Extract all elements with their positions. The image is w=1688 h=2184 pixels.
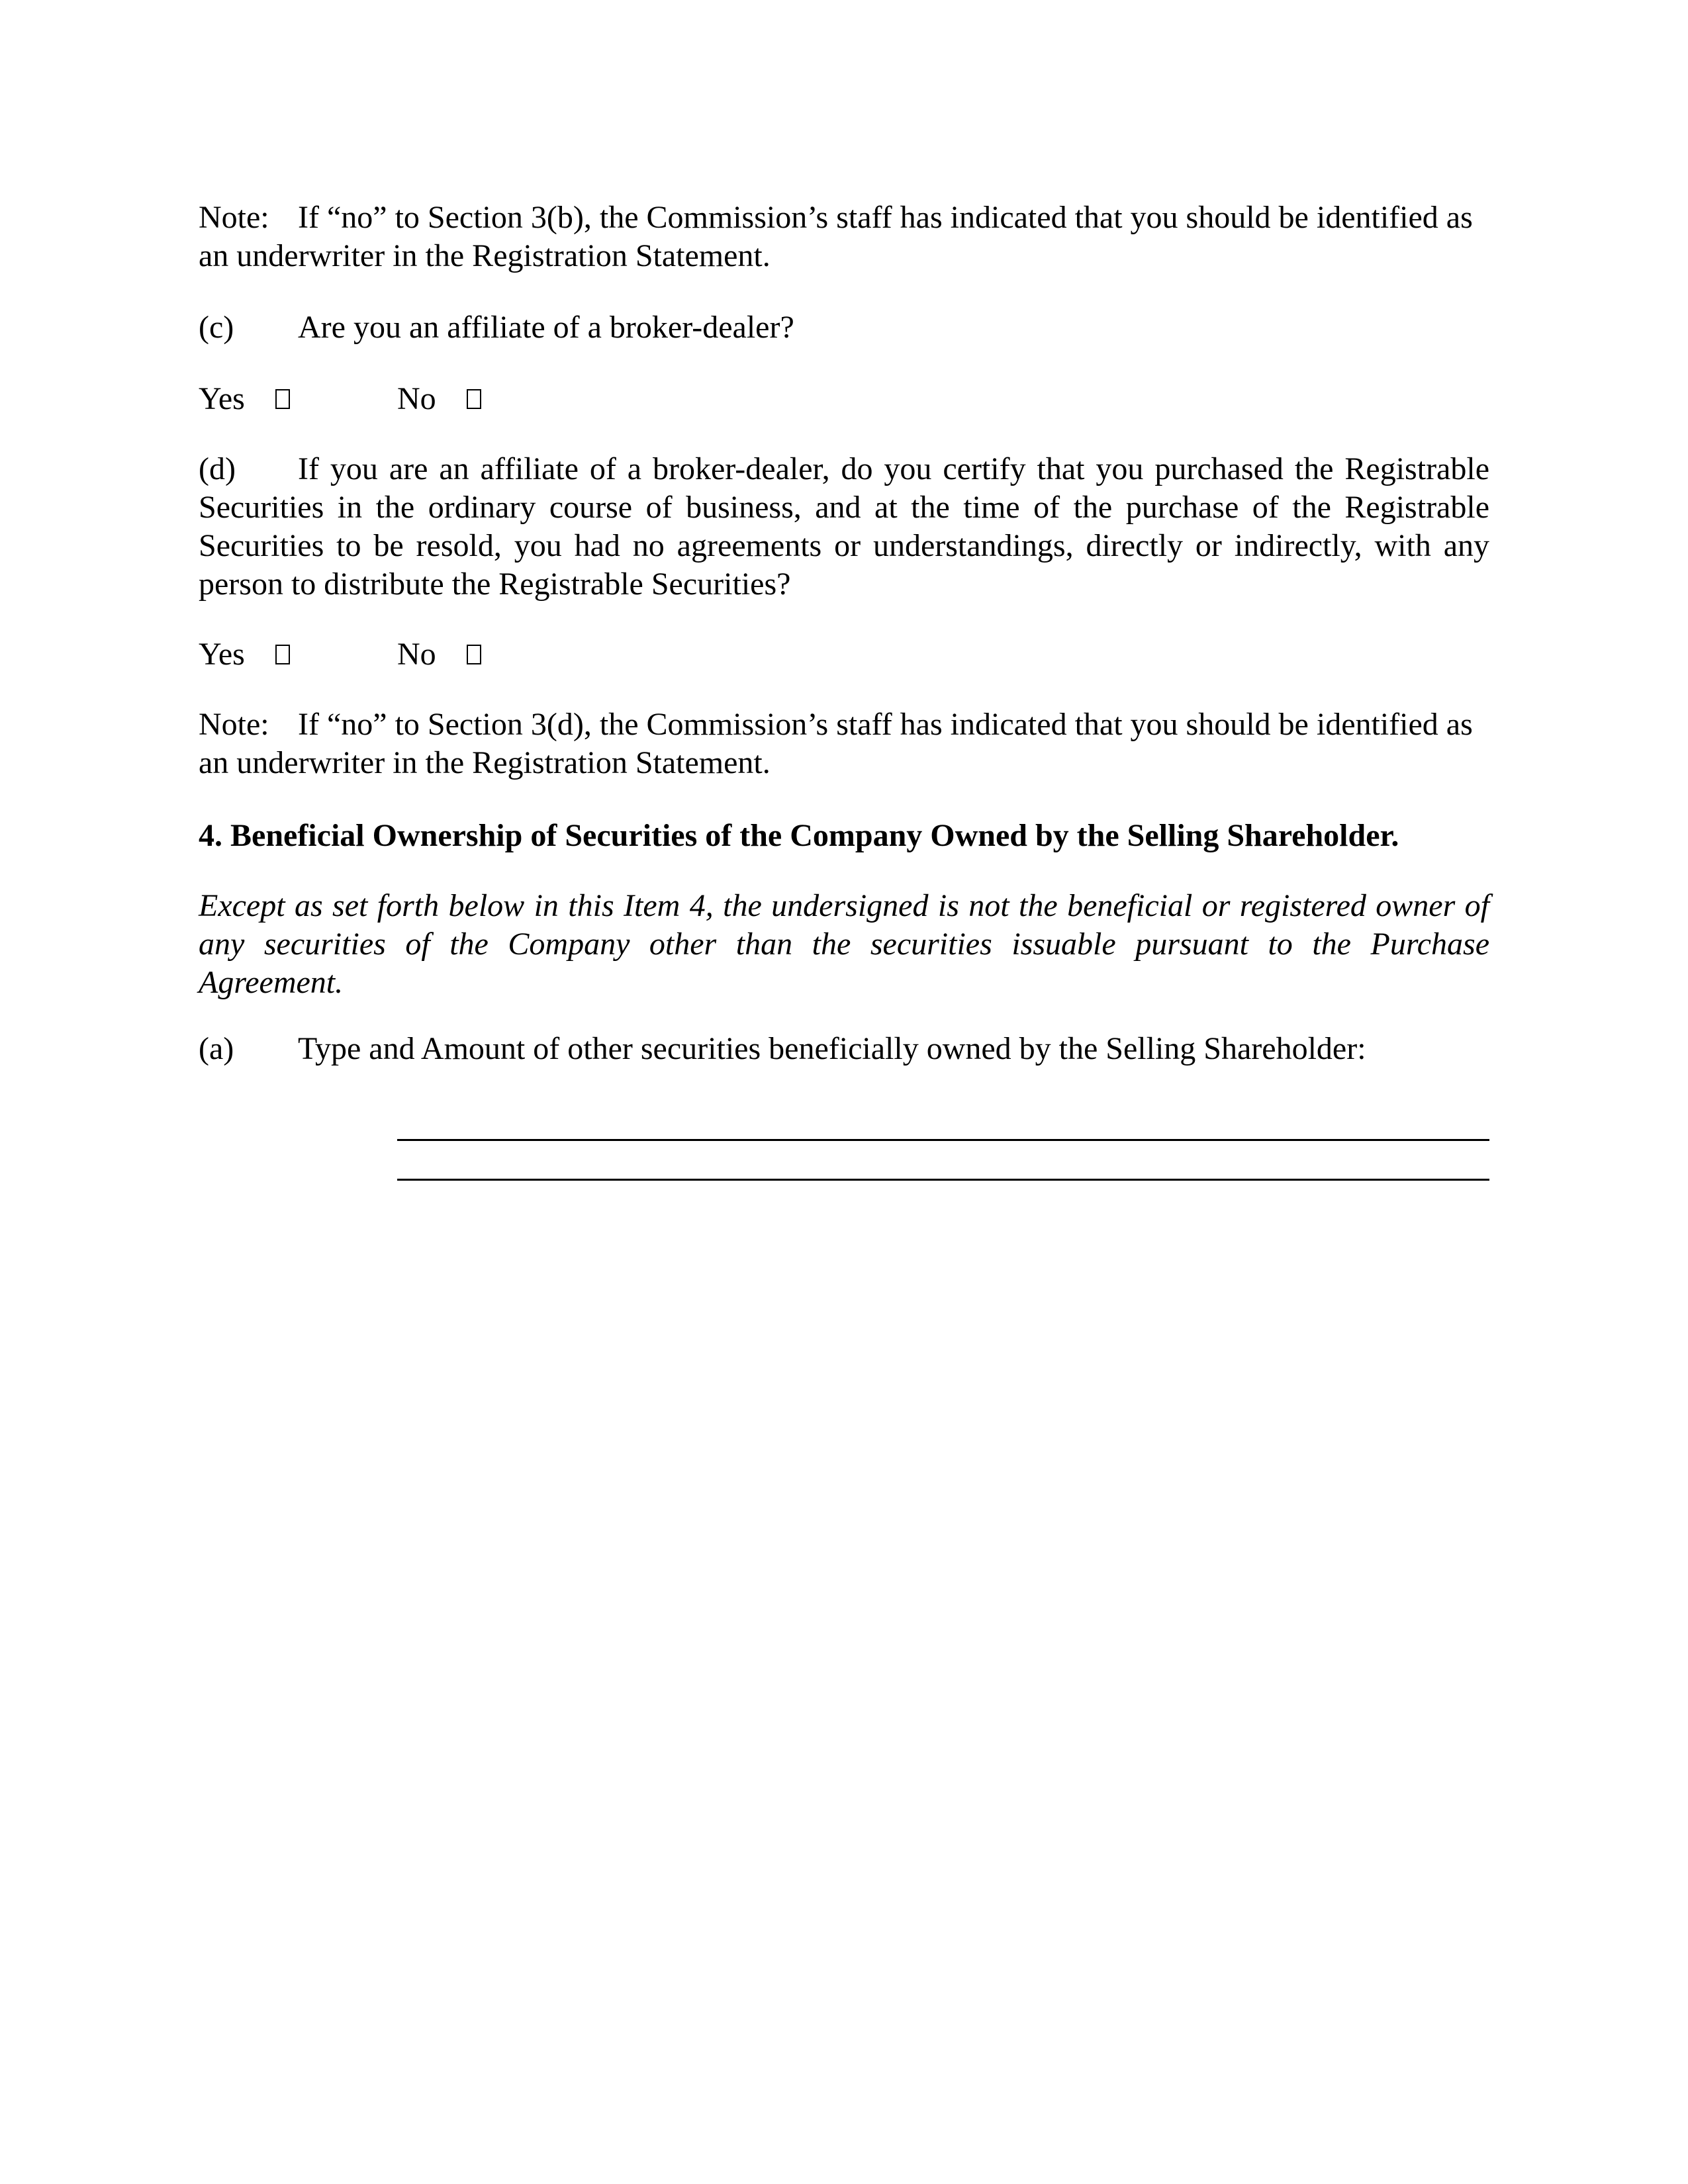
question-3c-yes-option[interactable] <box>199 380 290 418</box>
question-3d-yes-label: Yes <box>199 637 245 672</box>
question-3d-yes-option[interactable] <box>199 635 290 674</box>
question-3c-no-label: No <box>397 381 436 416</box>
question-3d <box>199 450 1489 604</box>
question-3c-label: (c) <box>199 310 234 345</box>
note-3b-label: Note: <box>199 200 269 235</box>
question-3d-text: If you are an affiliate of a broker-dealer, do you certify that you purchased the Registrable Securities in the ordinary course of business, and at the time of the purchase of the Registrable Securities to be resold, you had no agreements or understandings, directly or indirectly, with any person to distribute the Registrable Securities? <box>199 451 1489 602</box>
question-3d-no-option[interactable] <box>397 635 481 674</box>
section-4-item-a-label: (a) <box>199 1031 234 1066</box>
question-3d-no-label: No <box>397 637 436 672</box>
question-3c-yes-checkbox[interactable] <box>275 389 290 409</box>
note-3d-text: If “no” to Section 3(d), the Commission’s staff has indicated that you should be identified as an underwriter in the Registration Statement. <box>199 707 1473 780</box>
question-3c-no-option[interactable] <box>397 380 481 418</box>
question-3d-label: (d) <box>199 451 236 486</box>
question-3c-text: Are you an affiliate of a broker-dealer? <box>298 310 794 345</box>
fill-in-line-1[interactable] <box>397 1139 1489 1141</box>
question-3c-yes-label: Yes <box>199 381 245 416</box>
note-3b-text: If “no” to Section 3(b), the Commission’s staff has indicated that you should be identified as an underwriter in the Registration Statement. <box>199 200 1473 273</box>
section-4-heading: 4. Beneficial Ownership of Securities of the Company Owned by the Selling Shareholder. <box>199 818 1399 853</box>
question-3d-yes-checkbox[interactable] <box>275 645 290 664</box>
section-4-item-a-text: Type and Amount of other securities beneficially owned by the Selling Shareholder: <box>298 1031 1366 1066</box>
question-3c-no-checkbox[interactable] <box>467 389 481 409</box>
question-3d-no-checkbox[interactable] <box>467 645 481 664</box>
note-3d <box>199 705 1489 782</box>
note-3b <box>199 199 1489 275</box>
section-4-intro: Except as set forth below in this Item 4, the undersigned is not the beneficial or registered owner of any securities of the Company other than the securities issuable pursuant to the Purchase Agreement. <box>199 888 1489 1000</box>
note-3d-label: Note: <box>199 707 269 742</box>
fill-in-line-2[interactable] <box>397 1179 1489 1181</box>
